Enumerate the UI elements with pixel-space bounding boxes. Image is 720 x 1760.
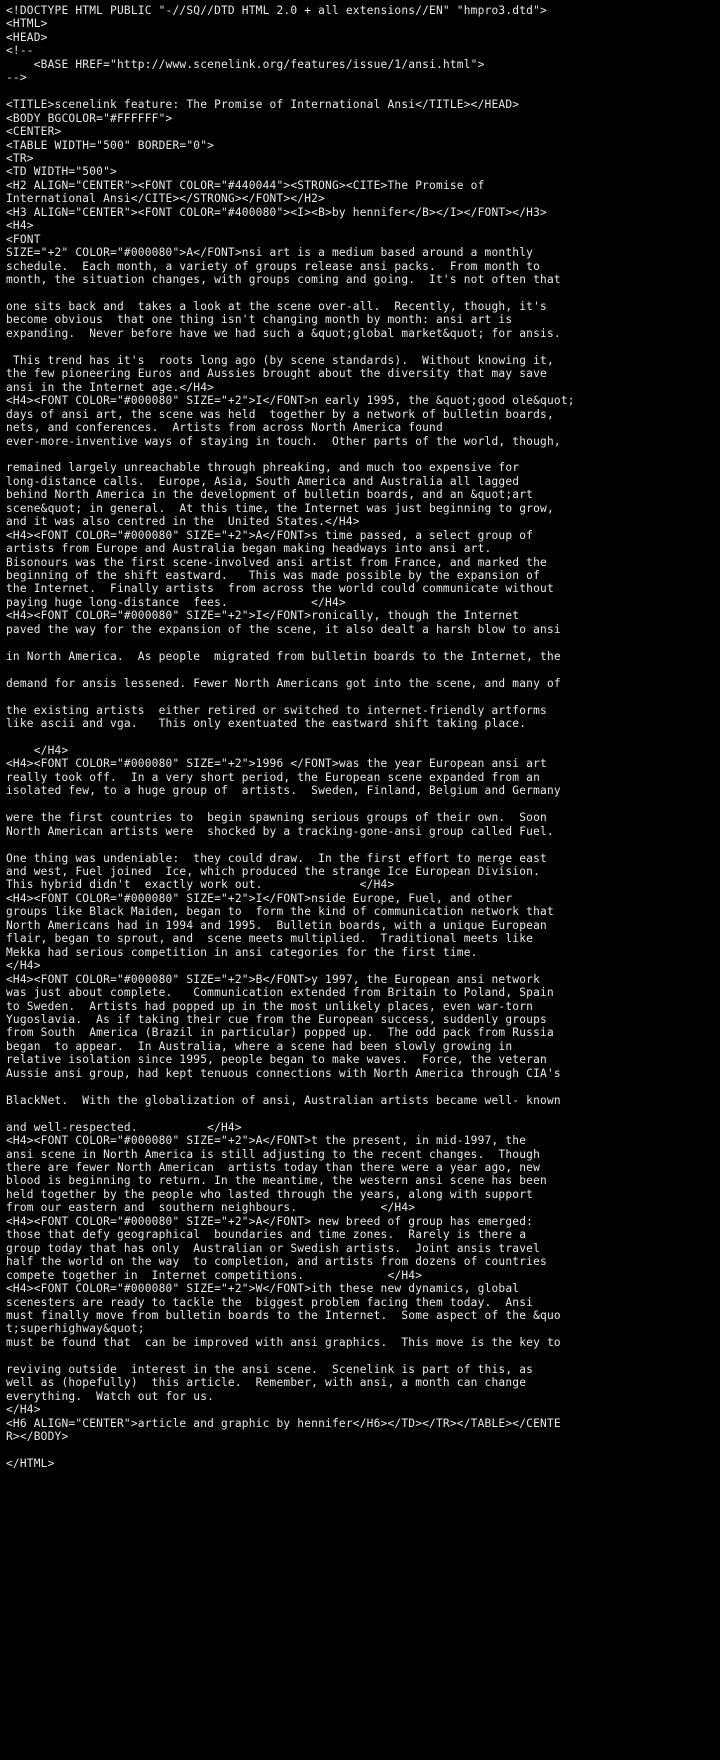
source-line: artists from Europe and Australia began making headways into ansi art.: [6, 542, 492, 556]
source-line: t;superhighway&quot;: [6, 1322, 145, 1336]
source-line: -->: [6, 71, 27, 85]
source-line: [6, 690, 714, 703]
source-line: held together by the people who lasted through the years, along with support: [6, 1187, 534, 1201]
source-line: [6, 448, 714, 461]
source-line: [6, 1349, 714, 1362]
source-line: <H4><FONT COLOR="#000080" SIZE="+2">B</FONT>y 1997, the European ansi network: [6, 972, 541, 986]
source-line: scene&quot; in general. At this time, the Internet was just beginning to grow,: [6, 501, 554, 515]
source-line: nets, and conferences. Artists from across North America found: [6, 421, 443, 435]
source-line: groups like Black Maiden, began to form the kind of communication network that: [6, 905, 554, 919]
source-line: <TR>: [6, 151, 34, 165]
source-line: group today that has only Australian or Swedish artists. Joint ansis travel: [6, 1241, 541, 1255]
source-line: <HTML>: [6, 17, 48, 31]
source-line: remained largely unreachable through phreaking, and much too expensive for: [6, 461, 520, 475]
source-line: well as (hopefully) this article. Remember, with ansi, a month can change: [6, 1376, 527, 1390]
source-line: [6, 287, 714, 300]
source-line: <HEAD>: [6, 30, 48, 44]
source-line: and west, Fuel joined Ice, which produced the strange Ice European Division.: [6, 865, 541, 878]
source-line: to Sweden. Artists had popped up in the most unlikely places, even war-torn: [6, 999, 534, 1013]
source-line: began to appear. In Australia, where a scene had been slowly growing in: [6, 1039, 513, 1053]
source-line: beginning of the shift eastward. This was made possible by the expansion of: [6, 569, 541, 583]
source-line: North Americans had in 1994 and 1995. Bulletin boards, with a unique European: [6, 918, 547, 932]
source-line: </H4>: [6, 1403, 41, 1417]
source-line: ansi scene in North America is still adjusting to the recent changes. Though: [6, 1147, 541, 1161]
source-line: Mekka had serious competition in ansi categories for the first time.: [6, 945, 478, 959]
source-line: half the world on the way to completion, and artists from dozens of countries: [6, 1255, 547, 1269]
source-line: <CENTER>: [6, 125, 62, 139]
source-line: </HTML>: [6, 1456, 55, 1470]
source-line: flair, began to sprout, and scene meets multiplied. Traditional meets like: [6, 932, 534, 946]
source-line: those that defy geographical boundaries and time zones. Rarely is there a: [6, 1228, 527, 1242]
source-line: were the first countries to begin spawning serious groups of their own. Soon: [6, 811, 547, 825]
source-line: [6, 730, 714, 743]
source-line: One thing was undeniable: they could draw. In the first effort to merge east: [6, 851, 547, 865]
source-line: This trend has it's roots long ago (by scene standards). Without knowing it,: [6, 353, 554, 367]
source-line: [6, 636, 714, 649]
source-line: This hybrid didn't exactly work out. </H4>: [6, 878, 395, 892]
source-line: was just about complete. Communication extended from Britain to Poland, Spain: [6, 986, 554, 1000]
source-line: <H4><FONT COLOR="#000080" SIZE="+2">A</FONT> new breed of group has emerged:: [6, 1214, 534, 1228]
source-line: [6, 798, 714, 811]
source-line: ansi in the Internet age.</H4>: [6, 380, 215, 394]
source-line: blood is beginning to return. In the meantime, the western ansi scene has been: [6, 1174, 547, 1188]
source-line: month, the situation changes, with groups coming and going. It's not often that: [6, 273, 561, 287]
source-line: paying huge long-distance fees. </H4>: [6, 595, 346, 609]
source-line: paved the way for the expansion of the scene, it also dealt a harsh blow to ansi: [6, 622, 561, 636]
source-line: <H4><FONT COLOR="#000080" SIZE="+2">I</FONT>ronically, though the Internet: [6, 609, 520, 623]
source-line: <FONT: [6, 232, 41, 246]
source-line: must be found that can be improved with ansi graphics. This move is the key to: [6, 1335, 561, 1349]
source-line: from South America (Brazil in particular) popped up. The odd pack from Russia: [6, 1026, 554, 1040]
source-line: <TD WIDTH="500">: [6, 165, 117, 179]
source-line: <BODY BGCOLOR="#FFFFFF">: [6, 111, 173, 125]
source-line: and it was also centred in the United States.</H4>: [6, 515, 360, 529]
source-line: North American artists were shocked by a tracking-gone-ansi group called Fuel.: [6, 824, 554, 838]
source-line: relative isolation since 1995, people began to make waves. Force, the veteran: [6, 1053, 547, 1067]
source-line: ever-more-inventive ways of staying in touch. Other parts of the world, though,: [6, 434, 561, 448]
source-line: long-distance calls. Europe, Asia, South America and Australia all lagged: [6, 474, 520, 488]
source-line: [6, 85, 714, 98]
source-line: compete together in Internet competitions. </H4>: [6, 1268, 423, 1282]
source-line: <BASE HREF="http://www.scenelink.org/features/issue/1/ansi.html">: [6, 57, 485, 71]
source-line: [6, 838, 714, 851]
source-line: [6, 340, 714, 353]
source-line: Bisonours was the first scene-involved ansi artist from France, and marked the: [6, 555, 547, 569]
source-line: <H4><FONT COLOR="#000080" SIZE="+2">A</FONT>s time passed, a select group of: [6, 528, 534, 542]
source-line: one sits back and takes a look at the scene over-all. Recently, though, it's: [6, 299, 547, 313]
source-line: [6, 1107, 714, 1120]
source-line: the few pioneering Euros and Aussies brought about the diversity that may save: [6, 367, 547, 381]
source-line: <H4><FONT COLOR="#000080" SIZE="+2">1996 </FONT>was the year European ansi art: [6, 757, 547, 771]
source-line: from our eastern and southern neighbours. </H4>: [6, 1201, 416, 1215]
source-line: Aussie ansi group, had kept tenuous connections with North America through CIA's: [6, 1066, 561, 1080]
source-line: there are fewer North American artists today than there were a year ago, new: [6, 1160, 541, 1174]
source-line: isolated few, to a huge group of artists. Sweden, Finland, Belgium and Germany: [6, 784, 561, 798]
source-line: SIZE="+2" COLOR="#000080">A</FONT>nsi art is a medium based around a monthly: [6, 246, 534, 260]
source-line: BlackNet. With the globalization of ansi, Australian artists became well- known: [6, 1093, 561, 1107]
source-line: really took off. In a very short period, the European scene expanded from an: [6, 770, 541, 784]
source-line: <TITLE>scenelink feature: The Promise of International Ansi</TITLE></HEAD>: [6, 98, 520, 112]
source-line: </H4>: [6, 743, 69, 757]
source-line: expanding. Never before have we had such a &quot;global market&quot; for ansis.: [6, 326, 561, 340]
source-line: <H4>: [6, 219, 34, 233]
source-line: <TABLE WIDTH="500" BORDER="0">: [6, 138, 215, 152]
source-line: R></BODY>: [6, 1430, 69, 1444]
source-line: <H4><FONT COLOR="#000080" SIZE="+2">I</FONT>n early 1995, the &quot;good ole&quot;: [6, 394, 575, 408]
source-line: demand for ansis lessened. Fewer North Americans got into the scene, and many of: [6, 676, 561, 690]
source-line: <H2 ALIGN="CENTER"><FONT COLOR="#440044"><STRONG><CITE>The Promise of: [6, 178, 485, 192]
source-line: and well-respected. </H4>: [6, 1120, 242, 1134]
source-line: the Internet. Finally artists from across the world could communicate without: [6, 582, 554, 596]
source-line: <H4><FONT COLOR="#000080" SIZE="+2">I</FONT>nside Europe, Fuel, and other: [6, 891, 513, 905]
source-line: <!DOCTYPE HTML PUBLIC "-//SQ//DTD HTML 2.0 + all extensions//EN" "hmpro3.dtd">: [6, 4, 547, 17]
source-line: schedule. Each month, a variety of groups release ansi packs. From month to: [6, 259, 541, 273]
source-line: reviving outside interest in the ansi scene. Scenelink is part of this, as: [6, 1362, 534, 1376]
source-line: scenesters are ready to tackle the biggest problem facing them today. Ansi: [6, 1295, 534, 1309]
source-line: days of ansi art, the scene was held together by a network of bulletin boards,: [6, 407, 554, 421]
source-line: </H4>: [6, 959, 41, 973]
source-line: International Ansi</CITE></STRONG></FONT></H2>: [6, 192, 326, 206]
source-line: [6, 1443, 714, 1456]
source-line: Yugoslavia. As if taking their cue from the European success, suddenly groups: [6, 1012, 547, 1026]
source-line: <!--: [6, 44, 34, 58]
source-line: behind North America in the development of bulletin boards, and an &quot;art: [6, 488, 534, 502]
source-line: must finally move from bulletin boards to the Internet. Some aspect of the &quo: [6, 1308, 561, 1322]
source-line: <H6 ALIGN="CENTER">article and graphic by hennifer</H6></TD></TR></TABLE></CENTE: [6, 1416, 561, 1430]
source-line: [6, 663, 714, 676]
source-line: become obvious that one thing isn't changing month by month: ansi art is: [6, 313, 513, 327]
source-line: <H3 ALIGN="CENTER"><FONT COLOR="#400080"><I><B>by hennifer</B></I></FONT></H3>: [6, 205, 547, 219]
source-line: <H4><FONT COLOR="#000080" SIZE="+2">W</FONT>ith these new dynamics, global: [6, 1282, 520, 1296]
source-line: in North America. As people migrated from bulletin boards to the Internet, the: [6, 649, 561, 663]
source-line: everything. Watch out for us.: [6, 1389, 215, 1403]
source-line: the existing artists either retired or switched to internet-friendly artforms: [6, 703, 547, 717]
source-line: like ascii and vga. This only exentuated the eastward shift taking place.: [6, 717, 527, 731]
source-line: [6, 1080, 714, 1093]
source-line: <H4><FONT COLOR="#000080" SIZE="+2">A</FONT>t the present, in mid-1997, the: [6, 1134, 527, 1148]
